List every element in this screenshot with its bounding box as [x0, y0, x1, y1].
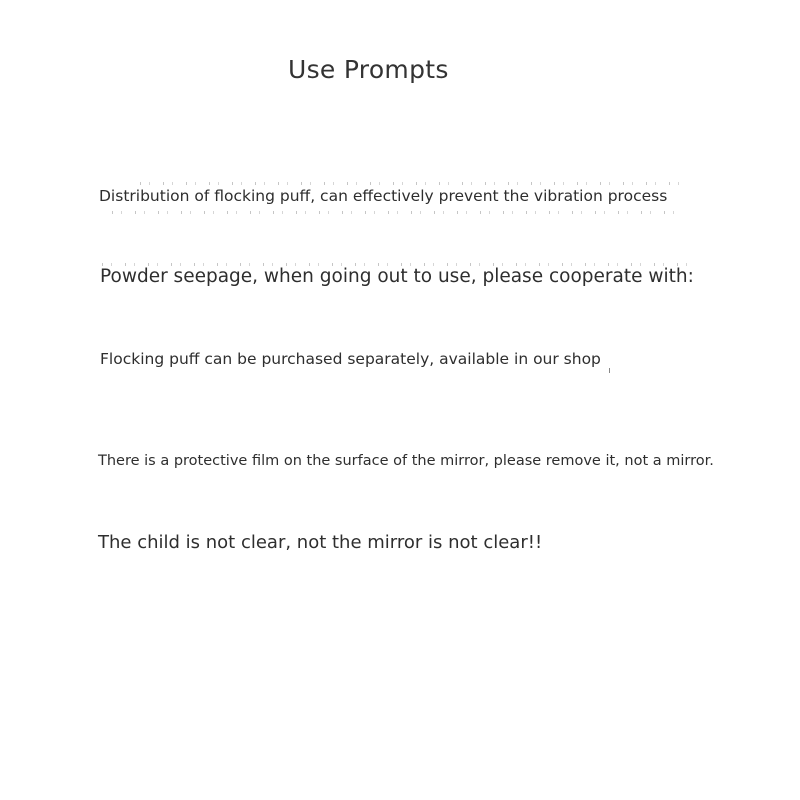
prompt-line-purchase-separately: Flocking puff can be purchased separately, available in our shop	[100, 350, 601, 368]
prompt-line-mirror-not-clear: The child is not clear, not the mirror is not clear!!	[98, 532, 543, 553]
page-title: Use Prompts	[288, 55, 449, 84]
prompt-line-flocking-puff-distribution: Distribution of flocking puff, can effectively prevent the vibration process	[99, 187, 668, 205]
stray-mark	[609, 368, 610, 373]
scan-residue-top	[140, 182, 685, 185]
prompt-line-protective-film: There is a protective film on the surface of the mirror, please remove it, not a mirror.	[98, 453, 714, 469]
scan-residue-middle	[112, 211, 682, 214]
prompt-line-powder-seepage: Powder seepage, when going out to use, please cooperate with:	[100, 266, 694, 287]
